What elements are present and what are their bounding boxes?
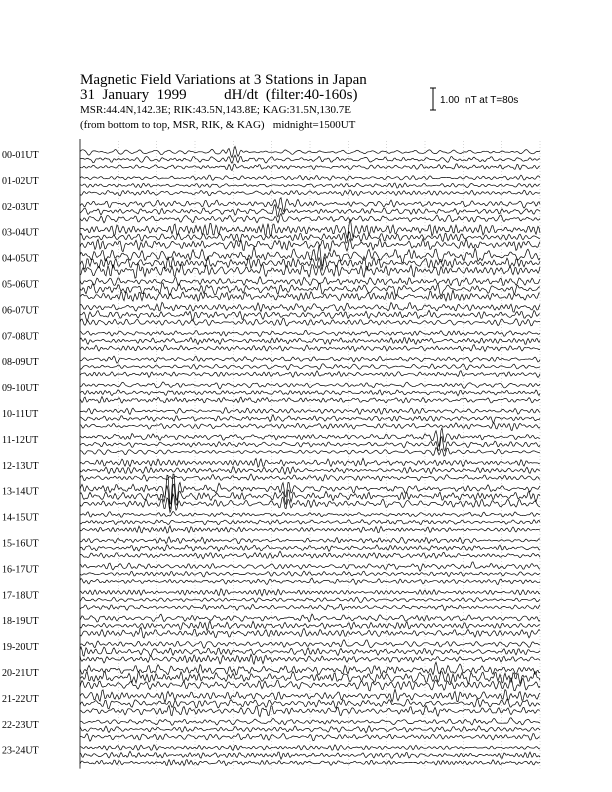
hour-label: 13-14UT	[2, 486, 39, 498]
hour-row	[2, 640, 540, 664]
hour-label: 07-08UT	[2, 331, 39, 343]
trace-msr	[80, 371, 540, 378]
trace-kag	[80, 562, 540, 571]
scale-bar	[430, 88, 436, 110]
trace-rik	[80, 415, 540, 423]
hour-row	[2, 302, 540, 326]
trace-rik	[80, 364, 540, 370]
plot-frame	[80, 139, 540, 769]
hour-row	[2, 745, 540, 766]
trace-msr	[80, 448, 540, 456]
trace-kag	[80, 718, 540, 726]
hour-label: 05-06UT	[2, 279, 39, 291]
hour-row	[2, 175, 540, 196]
trace-kag	[80, 745, 540, 751]
hour-row	[2, 458, 540, 481]
hour-row	[2, 245, 540, 278]
hour-label: 09-10UT	[2, 383, 39, 395]
hour-label: 06-07UT	[2, 305, 39, 317]
hour-row	[2, 219, 540, 252]
hour-label: 12-13UT	[2, 460, 39, 472]
hour-label: 03-04UT	[2, 227, 39, 239]
hour-label: 16-17UT	[2, 564, 39, 576]
hour-label: 19-20UT	[2, 642, 39, 654]
hour-row	[2, 277, 540, 301]
trace-rik	[80, 751, 540, 759]
trace-kag	[80, 147, 540, 158]
hour-row	[2, 147, 540, 171]
hour-row	[2, 408, 540, 431]
hour-label: 21-22UT	[2, 693, 39, 705]
hour-label: 20-21UT	[2, 668, 39, 679]
trace-kag	[80, 330, 540, 336]
hour-label: 00-01UT	[2, 150, 39, 161]
hour-row	[2, 562, 540, 585]
trace-msr	[80, 578, 540, 585]
hour-label: 08-09UT	[2, 357, 39, 369]
chart-title: Magnetic Field Variations at 3 Stations in Japan	[80, 72, 367, 88]
hour-row	[2, 428, 540, 456]
hour-row	[2, 537, 540, 559]
station-coordinates: MSR:44.4N,142.3E; RIK:43.5N,143.8E; KAG:31.5N,130.7E	[80, 104, 352, 116]
hour-label: 14-15UT	[2, 512, 39, 524]
trace-msr	[80, 734, 540, 742]
trace-rik	[80, 545, 540, 552]
trace-rik	[80, 467, 540, 475]
hour-row	[2, 662, 540, 691]
hour-label: 22-23UT	[2, 719, 39, 731]
trace-msr	[80, 705, 540, 716]
hour-label: 23-24UT	[2, 745, 39, 757]
trace-order-note: (from bottom to top, MSR, RIK, & KAG) midnight=1500UT	[80, 119, 356, 131]
hour-label: 10-11UT	[2, 409, 39, 420]
hour-row	[2, 474, 540, 512]
scale-label: 1.00 nT at T=80s	[440, 95, 519, 106]
hour-label: 02-03UT	[2, 201, 39, 213]
trace-kag	[80, 428, 540, 447]
quantity-label: dH/dt (filter:40-160s)	[224, 87, 358, 103]
trace-msr	[80, 214, 540, 223]
hour-label: 04-05UT	[2, 253, 39, 265]
hour-label: 11-12UT	[2, 434, 39, 446]
trace-kag	[80, 689, 540, 702]
trace-rik	[80, 621, 540, 630]
trace-kag	[80, 277, 540, 286]
date: 31 January 1999	[80, 87, 187, 103]
hour-row	[2, 614, 540, 638]
hour-row	[2, 512, 540, 534]
trace-rows	[2, 147, 540, 766]
hour-row	[2, 589, 540, 611]
trace-msr	[80, 654, 540, 664]
trace-rik	[80, 338, 540, 345]
trace-kag	[80, 382, 540, 389]
hour-label: 17-18UT	[2, 590, 39, 602]
trace-msr	[80, 164, 540, 171]
hour-label: 18-19UT	[2, 616, 39, 628]
hour-label: 01-02UT	[2, 175, 39, 187]
hour-label: 15-16UT	[2, 538, 39, 550]
trace-kag	[80, 640, 540, 649]
hour-row	[2, 689, 540, 716]
hour-row	[2, 382, 540, 403]
hour-row	[2, 718, 540, 741]
hour-row	[2, 356, 540, 377]
trace-rik	[80, 699, 540, 709]
hour-row	[2, 330, 540, 351]
hour-row	[2, 198, 540, 223]
